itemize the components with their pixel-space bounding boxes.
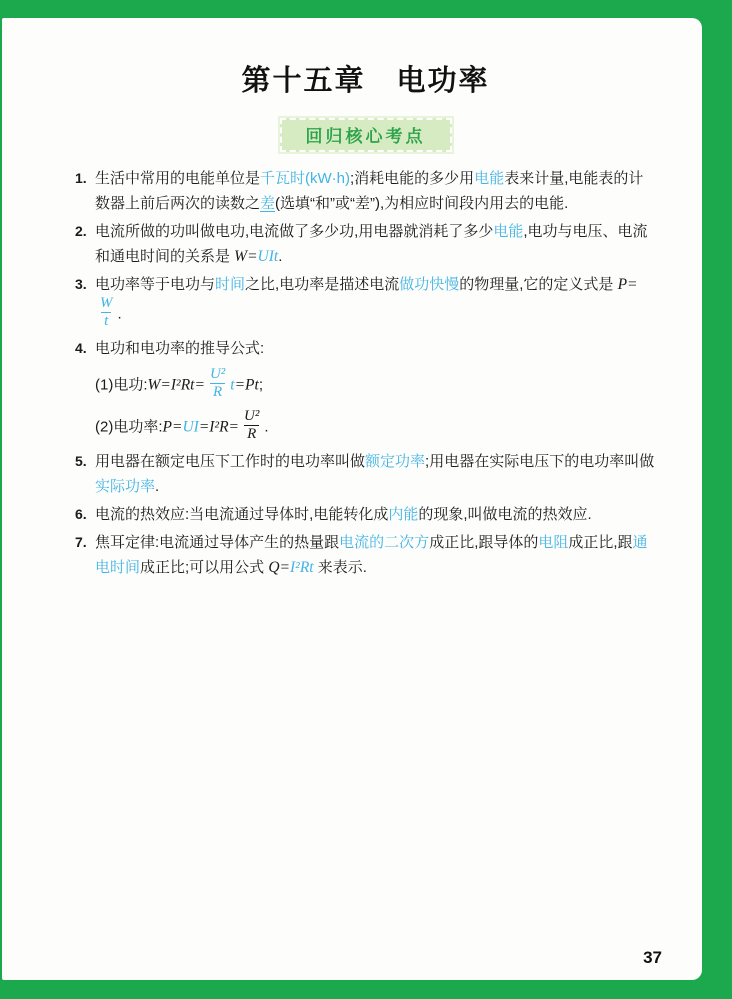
list-item	[75, 449, 656, 499]
text-run: 电阻	[538, 533, 569, 551]
item-body	[95, 219, 656, 269]
textbook-page	[2, 18, 702, 980]
text-run: (选填“和”或“差”),为相应时间段内用去的电能.	[275, 195, 569, 212]
text-run: .	[117, 305, 122, 323]
text-run: 之比,电功率是描述电流	[245, 276, 400, 293]
text-run: 焦耳定律:电流通过导体产生的热量跟	[95, 533, 340, 551]
item-line	[95, 449, 656, 499]
text-run: 电流所做的功叫做电功,电流做了多少功,用电器就消耗了多少	[95, 223, 494, 240]
item-number: 7.	[75, 533, 87, 550]
text-run: 的现象,叫做电流的热效应.	[418, 505, 592, 523]
item-number: 4.	[75, 339, 87, 356]
text-run: I²Rt	[290, 558, 314, 576]
item-line	[95, 410, 656, 446]
text-run: (1)电功:	[95, 376, 148, 394]
text-run: .	[278, 248, 283, 265]
text-run: 表来计量,电能表的计数器上前后两次的读数之	[95, 170, 644, 212]
page-content	[2, 18, 702, 580]
item-number: 2.	[75, 223, 87, 239]
item-number: 5.	[75, 452, 87, 469]
text-run: 内能	[388, 505, 419, 523]
text-run: 电能	[493, 223, 524, 240]
item-body	[95, 272, 656, 333]
text-run: 差	[260, 195, 276, 212]
item-number: 6.	[75, 505, 87, 522]
list-item	[75, 219, 656, 269]
text-run: 成正比,跟	[568, 533, 633, 551]
core-points-badge: 回归核心考点	[280, 118, 452, 152]
fraction	[207, 366, 228, 402]
text-run: =Pt	[234, 376, 259, 394]
list-item	[75, 166, 656, 216]
text-run: W=	[234, 248, 258, 265]
list-item	[75, 272, 656, 333]
text-run: 电功和电功率的推导公式:	[95, 339, 265, 357]
text-run: 用电器在额定电压下工作时的电功率叫做	[95, 452, 366, 470]
item-line	[95, 272, 656, 333]
item-body	[95, 449, 656, 499]
text-run: 成正比,跟导体的	[429, 533, 539, 551]
text-run: 做功快慢	[399, 276, 460, 293]
text-run: 的物理量,它的定义式是	[459, 276, 618, 293]
list-item	[75, 336, 656, 446]
item-body	[95, 530, 656, 580]
fraction-denominator: t	[101, 312, 111, 330]
text-run: ,电功与电压、电流和通电时间的关系是	[95, 223, 648, 265]
item-body	[95, 166, 656, 216]
text-run: ;用电器在实际电压下的电功率叫做	[425, 452, 655, 470]
text-run: P=	[162, 418, 183, 436]
item-line	[95, 502, 656, 527]
item-line	[95, 336, 656, 361]
item-line	[95, 219, 656, 269]
text-run: P=	[617, 276, 638, 293]
item-line	[95, 530, 656, 580]
item-number: 1.	[75, 170, 87, 186]
item-number: 3.	[75, 276, 87, 292]
text-run: 千瓦时(kW·h)	[260, 170, 351, 187]
text-run: 电流的二次方	[339, 533, 430, 551]
text-run: .	[155, 477, 160, 495]
text-run: (2)电功率:	[95, 418, 163, 436]
badge-wrapper	[75, 116, 656, 154]
text-run: 电功率等于电功与	[95, 276, 216, 293]
text-run: 生活中常用的电能单位是	[95, 170, 261, 187]
item-line	[95, 365, 656, 404]
item-body	[95, 336, 656, 446]
fraction	[97, 295, 116, 331]
chapter-title: 第十五章 电功率	[241, 65, 490, 97]
text-run: ;消耗电能的多少用	[350, 170, 475, 187]
list-item	[75, 530, 656, 580]
text-run: 电流的热效应:当电流通过导体时,电能转化成	[95, 505, 389, 523]
fraction-numerator: U²	[244, 408, 260, 424]
text-run: ;	[258, 376, 263, 394]
fraction-numerator: W	[100, 295, 113, 311]
list-item	[75, 502, 656, 527]
text-run: 额定功率	[365, 452, 426, 470]
item-body	[95, 502, 656, 527]
fraction-numerator: U²	[209, 365, 226, 382]
text-run: 通电时间	[95, 533, 648, 576]
items-list	[75, 166, 656, 580]
badge-outer-border	[278, 116, 454, 154]
fraction-denominator: R	[210, 383, 225, 401]
text-run: Q=	[268, 558, 291, 576]
text-run: UIt	[257, 248, 279, 265]
text-run: 时间	[215, 276, 246, 293]
text-run: 来表示.	[313, 558, 367, 576]
text-run: 电能	[474, 170, 505, 187]
fraction	[241, 408, 262, 444]
text-run: UI	[182, 418, 199, 436]
text-run: =I²R=	[198, 418, 240, 436]
text-run: 实际功率	[95, 477, 156, 495]
page-number: 37	[643, 948, 662, 967]
text-run: 成正比;可以用公式	[140, 558, 269, 576]
fraction-denominator: R	[244, 425, 259, 443]
text-run: .	[264, 418, 269, 436]
text-run: W=I²Rt=	[147, 376, 205, 394]
text-run: t	[230, 376, 235, 394]
item-line	[95, 166, 656, 216]
